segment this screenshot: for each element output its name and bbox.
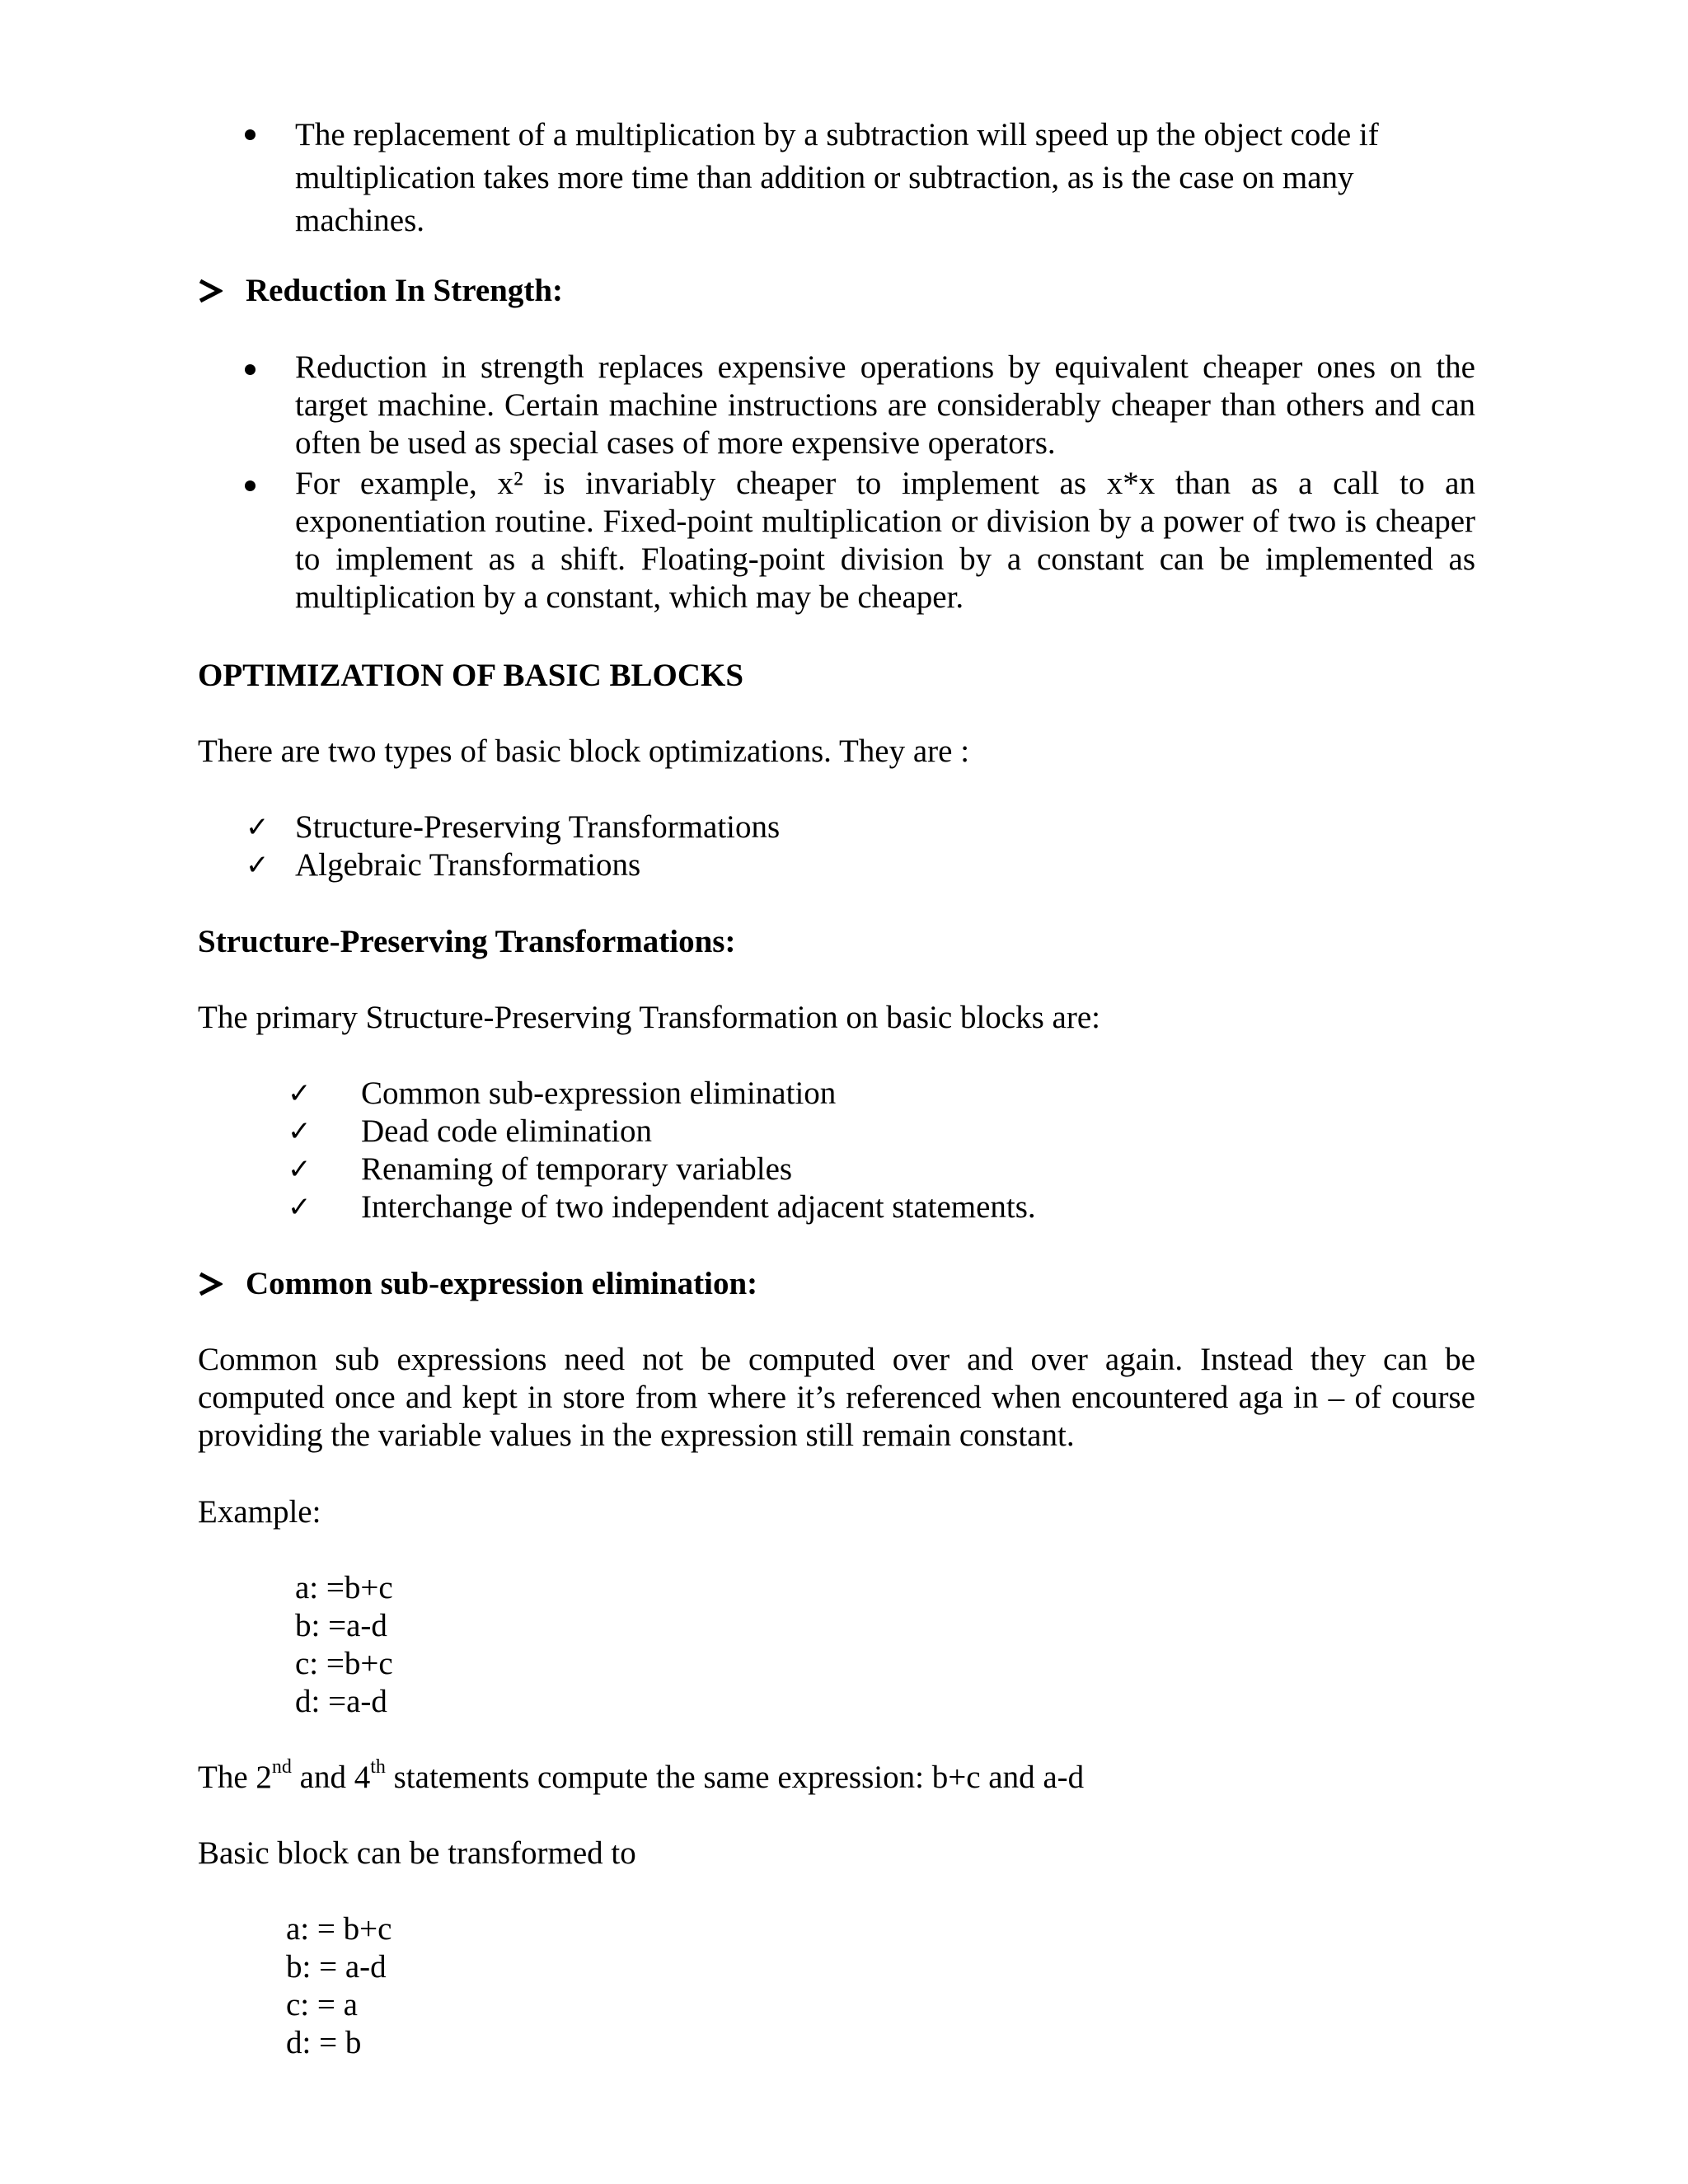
code-line: b: = a-d: [286, 1949, 387, 1985]
note-sup-th: th: [370, 1756, 386, 1778]
cse-heading: Common sub-expression elimination:: [246, 1266, 758, 1301]
reduction-heading: Reduction In Strength:: [246, 273, 563, 308]
transform-label: Basic block can be transformed to: [198, 1835, 636, 1871]
code-line: d: = b: [286, 2025, 362, 2060]
check-icon: ✓: [246, 811, 270, 844]
code-line: a: = b+c: [286, 1911, 392, 1947]
note-prefix: The 2: [198, 1760, 272, 1795]
code-line: c: =b+c: [295, 1646, 393, 1681]
obb-type-1: Structure-Preserving Transformations: [295, 809, 781, 845]
check-icon: ✓: [246, 849, 270, 882]
section-heading: OPTIMIZATION OF BASIC BLOCKS: [198, 658, 744, 693]
spt-item-3: Renaming of temporary variables: [361, 1151, 793, 1187]
spt-heading: Structure-Preserving Transformations:: [198, 924, 736, 959]
obb-intro: There are two types of basic block optimizations. They are :: [198, 733, 970, 769]
cse-paragraph: Common sub expressions need not be computed over and over again. Instead they can be computed once and kept in store from where it’s referenced when encountered aga in – of course providing the variable values in the expression still remain constant.: [198, 1342, 1475, 1453]
code-line: b: =a-d: [295, 1608, 387, 1643]
note-mid: and 4: [291, 1760, 371, 1795]
code-line: a: =b+c: [295, 1570, 393, 1605]
arrow-bullet-icon: [198, 1272, 223, 1296]
bullet-icon: [245, 364, 256, 375]
reduction-bullet-1: Reduction in strength replaces expensive operations by equivalent cheaper ones on the target machine. Certain machine instructions are considerably cheaper than others and can often be used as special cases of more expensive operators.: [295, 349, 1475, 461]
check-icon: ✓: [288, 1077, 312, 1110]
reduction-bullet-2: For example, x² is invariably cheaper to implement as x*x than as a call to an exponentiation routine. Fixed-point multiplication or division by a power of two is cheaper to implement as a shift. Floating-point division by a constant can be implemented as multiplication by a constant, which may be cheaper.: [295, 466, 1475, 615]
obb-type-2: Algebraic Transformations: [295, 847, 641, 883]
statements-note: [198, 1756, 1085, 1797]
bullet-icon: [245, 480, 256, 491]
spt-item-2: Dead code elimination: [361, 1113, 653, 1149]
example-label: Example:: [198, 1494, 321, 1530]
code-line: d: =a-d: [295, 1684, 387, 1719]
note-sup-nd: nd: [271, 1756, 292, 1778]
spt-item-4: Interchange of two independent adjacent statements.: [361, 1189, 1036, 1225]
note-suffix: statements compute the same expression: b+c and a-d: [385, 1760, 1085, 1795]
bullet-icon: [245, 129, 256, 140]
spt-intro: The primary Structure-Preserving Transformation on basic blocks are:: [198, 1000, 1100, 1035]
check-icon: ✓: [288, 1153, 312, 1186]
bullet-text: The replacement of a multiplication by a subtraction will speed up the object code if multiplication takes more time than addition or subtraction, as is the case on many machines.: [295, 117, 1379, 238]
check-icon: ✓: [288, 1191, 312, 1224]
check-icon: ✓: [288, 1115, 312, 1148]
spt-item-1: Common sub-expression elimination: [361, 1076, 837, 1111]
arrow-bullet-icon: [198, 279, 223, 303]
code-line: c: = a: [286, 1987, 358, 2022]
